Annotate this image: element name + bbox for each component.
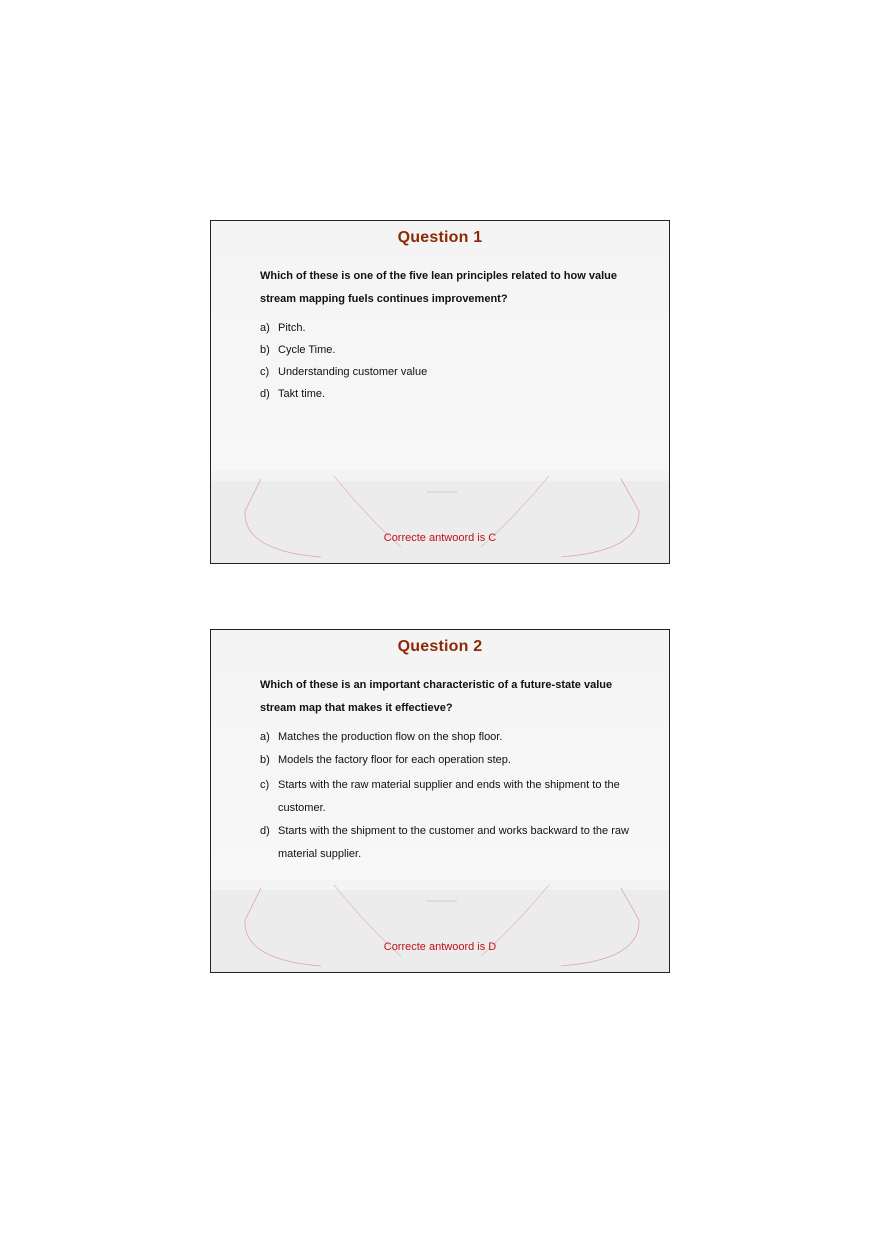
option-a (260, 726, 660, 749)
option-text: Starts with the shipment to the customer and works backward to the raw material supplier. (278, 825, 629, 860)
option-d (260, 820, 660, 866)
correct-answer: Correcte antwoord is D (383, 941, 497, 953)
question-title: Question 2 (397, 638, 483, 655)
slide-question-1 (210, 220, 670, 564)
option-text: Understanding customer value (278, 366, 428, 378)
option-text: Cycle Time. (278, 344, 336, 356)
option-letter: c) (260, 366, 270, 378)
option-text: Matches the production flow on the shop floor. (278, 731, 503, 743)
question-text: Which of these is an important characteristic of a future-state value stream map that makes it effectieve? (260, 679, 613, 714)
option-d (260, 383, 660, 405)
option-a (260, 317, 660, 339)
option-letter: d) (260, 388, 270, 400)
option-b (260, 749, 660, 772)
option-letter: a) (260, 731, 270, 743)
correct-answer: Correcte antwoord is C (383, 532, 497, 544)
question-text: Which of these is one of the five lean principles related to how value stream mapping fuels continues improvement? (260, 270, 617, 305)
option-c (260, 361, 660, 383)
option-letter: c) (260, 779, 270, 791)
slide-question-2 (210, 629, 670, 973)
answer-options (260, 726, 660, 866)
option-letter: b) (260, 344, 270, 356)
option-text: Models the factory floor for each operation step. (278, 754, 511, 766)
question-title: Question 1 (397, 229, 483, 246)
option-b (260, 339, 660, 361)
option-letter: a) (260, 322, 270, 334)
option-text: Pitch. (278, 322, 306, 334)
answer-options (260, 317, 660, 405)
option-letter: d) (260, 825, 270, 837)
option-text: Starts with the raw material supplier and ends with the shipment to the customer. (278, 779, 620, 814)
option-c (260, 774, 660, 820)
option-text: Takt time. (278, 388, 326, 400)
option-letter: b) (260, 754, 270, 766)
